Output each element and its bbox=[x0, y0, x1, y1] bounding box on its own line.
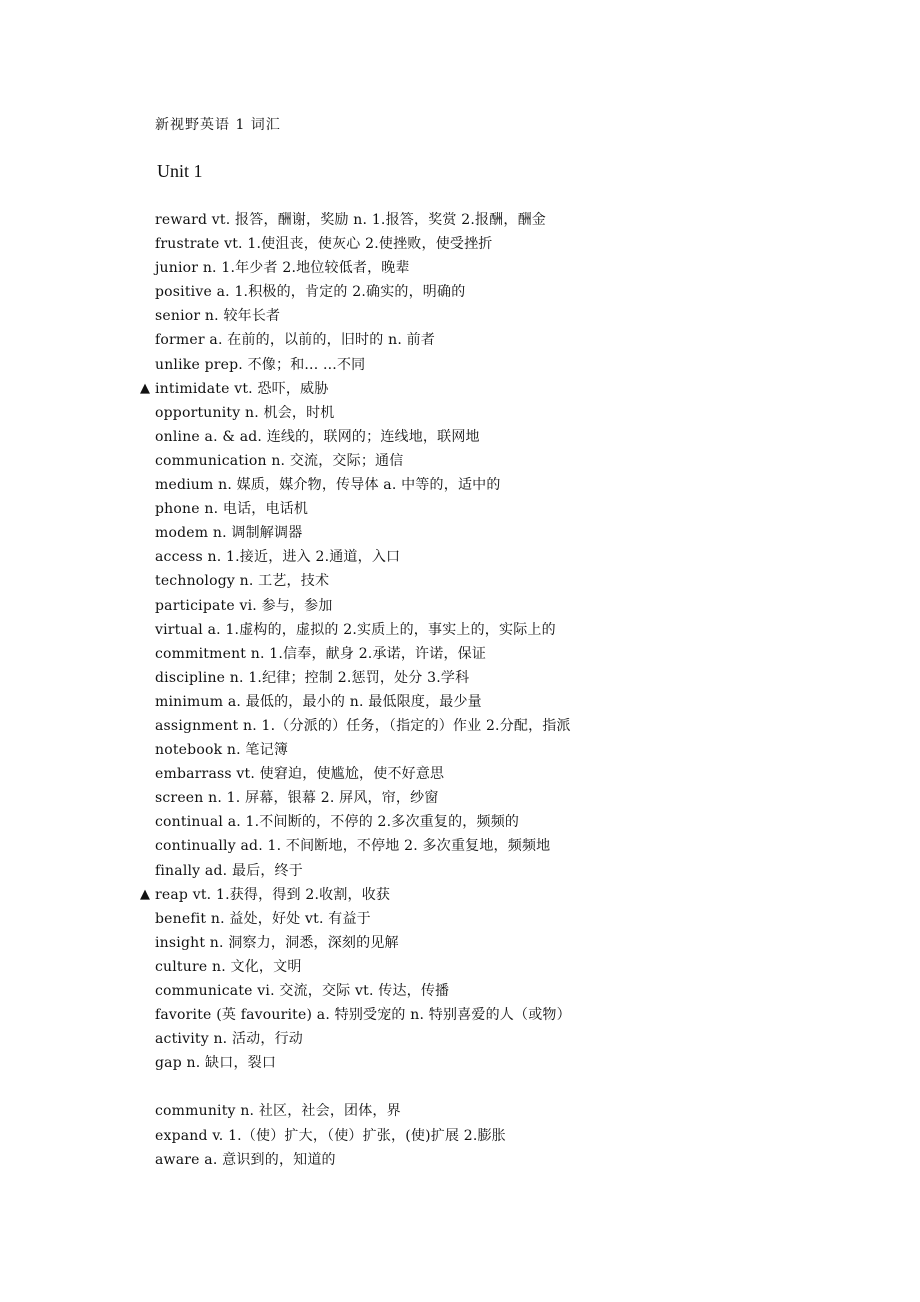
vocab-entry-text: community n. 社区，社会，团体，界 bbox=[155, 1103, 401, 1120]
vocab-entry-text: junior n. 1.年少者 2.地位较低者，晚辈 bbox=[155, 260, 410, 277]
vocab-entry bbox=[0, 232, 920, 256]
vocab-entry-text: screen n. 1. 屏幕，银幕 2. 屏风，帘，纱窗 bbox=[155, 790, 439, 807]
vocab-entry bbox=[0, 786, 920, 810]
vocab-entry-text: former a. 在前的，以前的，旧时的 n. 前者 bbox=[155, 332, 436, 349]
vocab-entry bbox=[0, 1148, 920, 1172]
vocabulary-list bbox=[0, 208, 920, 1172]
vocab-entry-text: finally ad. 最后，终于 bbox=[155, 862, 303, 879]
vocab-entry bbox=[0, 931, 920, 955]
vocab-entry bbox=[0, 690, 920, 714]
vocab-entry bbox=[0, 810, 920, 834]
vocab-entry-text: frustrate vt. 1.使沮丧，使灰心 2.使挫败，使受挫折 bbox=[155, 236, 493, 253]
vocab-entry bbox=[0, 594, 920, 618]
vocab-entry-text: senior n. 较年长者 bbox=[155, 308, 281, 325]
vocab-entry-text: reward vt. 报答，酬谢，奖励 n. 1.报答，奖赏 2.报酬，酬金 bbox=[155, 212, 546, 228]
vocab-entry-text: intimidate vt. 恐吓，威胁 bbox=[155, 380, 329, 397]
vocab-entry-text: participate vi. 参与，参加 bbox=[155, 597, 333, 614]
vocab-entry bbox=[0, 256, 920, 280]
vocab-entry bbox=[0, 377, 920, 401]
vocab-entry-text: communicate vi. 交流，交际 vt. 传达，传播 bbox=[155, 983, 450, 999]
vocab-entry-text: culture n. 文化，文明 bbox=[155, 958, 302, 975]
vocab-entry-text: online a. & ad. 连线的，联网的；连线地，联网地 bbox=[155, 428, 480, 445]
vocab-entry bbox=[0, 1099, 920, 1123]
vocab-entry-text: benefit n. 益处，好处 vt. 有益于 bbox=[155, 910, 371, 927]
vocab-entry-text: positive a. 1.积极的，肯定的 2.确实的，明确的 bbox=[155, 284, 466, 301]
unit-heading: Unit 1 bbox=[157, 161, 203, 181]
vocab-entry-text: discipline n. 1.纪律；控制 2.惩罚，处分 3.学科 bbox=[155, 669, 470, 686]
vocab-entry-text: virtual a. 1.虚构的，虚拟的 2.实质上的，事实上的，实际上的 bbox=[155, 621, 556, 638]
vocab-entry bbox=[0, 521, 920, 545]
vocab-entry bbox=[0, 353, 920, 377]
vocab-entry-text: notebook n. 笔记簿 bbox=[155, 742, 289, 759]
vocab-entry-text: embarrass vt. 使窘迫，使尴尬，使不好意思 bbox=[155, 766, 445, 783]
vocab-entry bbox=[0, 618, 920, 642]
vocab-entry-text: expand v. 1.（使）扩大，（使）扩张，(使)扩展 2.膨胀 bbox=[155, 1127, 506, 1144]
vocab-entry-text: continually ad. 1. 不间断地，不停地 2. 多次重复地，频频地 bbox=[155, 838, 551, 855]
vocab-entry-text: medium n. 媒质，媒介物，传导体 a. 中等的，适中的 bbox=[155, 477, 501, 494]
vocab-entry bbox=[0, 883, 920, 907]
vocab-entry bbox=[0, 666, 920, 690]
vocab-entry-text: continual a. 1.不间断的，不停的 2.多次重复的，频频的 bbox=[155, 814, 520, 831]
vocab-entry-text: technology n. 工艺，技术 bbox=[155, 573, 330, 590]
vocab-entry bbox=[0, 425, 920, 449]
vocab-entry bbox=[0, 1003, 920, 1027]
vocab-entry bbox=[0, 1124, 920, 1148]
vocab-entry bbox=[0, 208, 920, 232]
vocab-entry bbox=[0, 569, 920, 593]
vocab-entry bbox=[0, 714, 920, 738]
vocab-entry-text: phone n. 电话，电话机 bbox=[155, 501, 309, 518]
vocab-entry bbox=[0, 449, 920, 473]
vocab-entry-text: reap vt. 1.获得，得到 2.收割，收获 bbox=[155, 886, 391, 903]
vocab-entry bbox=[0, 1051, 920, 1075]
vocab-entry bbox=[0, 907, 920, 931]
vocab-entry bbox=[0, 473, 920, 497]
triangle-marker-icon: ▲ bbox=[140, 380, 150, 396]
vocab-entry bbox=[0, 1027, 920, 1051]
vocab-entry bbox=[0, 280, 920, 304]
vocab-entry-text: access n. 1.接近，进入 2.通道，入口 bbox=[155, 549, 401, 566]
vocab-entry-text: unlike prep. 不像；和... ...不同 bbox=[155, 356, 366, 373]
vocab-entry-text: assignment n. 1.（分派的）任务，（指定的）作业 2.分配，指派 bbox=[155, 717, 571, 734]
vocab-entry bbox=[0, 642, 920, 666]
vocab-entry-text: activity n. 活动，行动 bbox=[155, 1031, 303, 1048]
vocab-entry-text: aware a. 意识到的，知道的 bbox=[155, 1151, 336, 1168]
blank-line bbox=[0, 1075, 920, 1099]
vocab-entry bbox=[0, 401, 920, 425]
triangle-marker-icon: ▲ bbox=[140, 886, 150, 902]
vocab-entry-text: insight n. 洞察力，洞悉，深刻的见解 bbox=[155, 934, 399, 951]
vocab-entry bbox=[0, 738, 920, 762]
vocab-entry bbox=[0, 762, 920, 786]
vocab-entry bbox=[0, 328, 920, 352]
vocab-entry-text: modem n. 调制解调器 bbox=[155, 525, 303, 542]
vocab-entry bbox=[0, 304, 920, 328]
vocab-entry bbox=[0, 834, 920, 858]
vocab-entry-text: gap n. 缺口，裂口 bbox=[155, 1055, 277, 1072]
vocab-entry-text: opportunity n. 机会，时机 bbox=[155, 404, 335, 421]
vocab-entry-text: minimum a. 最低的，最小的 n. 最低限度，最少量 bbox=[155, 693, 482, 710]
vocab-entry-text: favorite (英 favourite) a. 特别受宠的 n. 特别喜爱的人（或物） bbox=[155, 1007, 571, 1024]
vocab-entry bbox=[0, 545, 920, 569]
vocab-entry bbox=[0, 955, 920, 979]
vocab-entry bbox=[0, 859, 920, 883]
vocab-entry bbox=[0, 497, 920, 521]
document-title: 新视野英语 1 词汇 bbox=[155, 117, 281, 133]
vocab-entry-text: commitment n. 1.信奉，献身 2.承诺，许诺，保证 bbox=[155, 645, 487, 662]
vocab-entry bbox=[0, 979, 920, 1003]
vocab-entry-text: communication n. 交流，交际；通信 bbox=[155, 452, 404, 469]
